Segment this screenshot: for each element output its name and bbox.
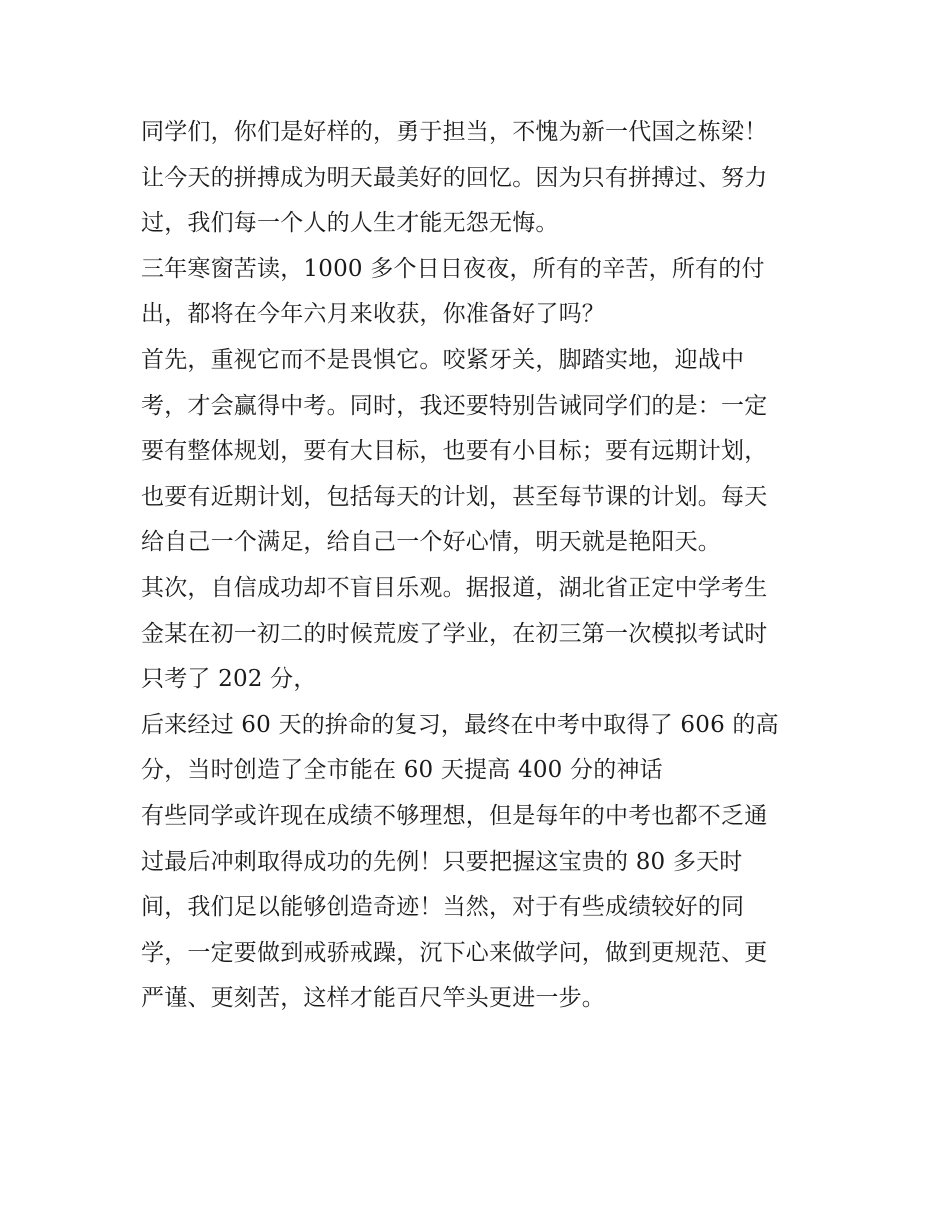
body-text: [141, 110, 831, 1022]
text-line: 要有整体规划，要有大目标，也要有小目标；要有远期计划，: [141, 438, 768, 465]
text-line: 其次，自信成功却不盲目乐观。据报道，湖北省正定中学考生: [141, 574, 768, 601]
text-line: 三年寒窗苦读，1000 多个日日夜夜，所有的辛苦，所有的付: [141, 255, 765, 282]
text-line: 后来经过 60 天的拚命的复习，最终在中考中取得了 606 的高: [141, 711, 779, 738]
text-line: 金某在初一初二的时候荒废了学业，在初三第一次模拟考试时: [141, 620, 768, 647]
text-line: 考，才会赢得中考。同时，我还要特别告诫同学们的是：一定: [141, 392, 768, 419]
text-line: 有些同学或许现在成绩不够理想，但是每年的中考也都不乏通: [141, 802, 768, 829]
text-line: 给自己一个满足，给自己一个好心情，明天就是艳阳天。: [141, 529, 721, 556]
text-line: 分，当时创造了全市能在 60 天提高 400 分的神话: [141, 757, 663, 784]
text-line: 学，一定要做到戒骄戒躁，沉下心来做学问，做到更规范、更: [141, 939, 768, 966]
text-line: 出，都将在今年六月来收获，你准备好了吗？: [141, 301, 605, 328]
text-line: 只考了 202 分，: [141, 666, 317, 693]
text-line: 也要有近期计划，包括每天的计划，甚至每节课的计划。每天: [141, 483, 768, 510]
text-line: 过，我们每一个人的人生才能无怨无悔。: [141, 210, 559, 237]
text-line: 间，我们足以能够创造奇迹！当然，对于有些成绩较好的同: [141, 894, 745, 921]
text-line: 过最后冲刺取得成功的先例！只要把握这宝贵的 80 多天时: [141, 848, 743, 875]
text-line: 首先，重视它而不是畏惧它。咬紧牙关，脚踏实地，迎战中: [141, 346, 745, 373]
text-line: 同学们，你们是好样的，勇于担当，不愧为新一代国之栋梁！: [141, 119, 768, 145]
text-line: 让今天的拼搏成为明天最美好的回忆。因为只有拼搏过、努力: [141, 164, 768, 191]
text-line: 严谨、更刻苦，这样才能百尺竿头更进一步。: [141, 985, 605, 1012]
